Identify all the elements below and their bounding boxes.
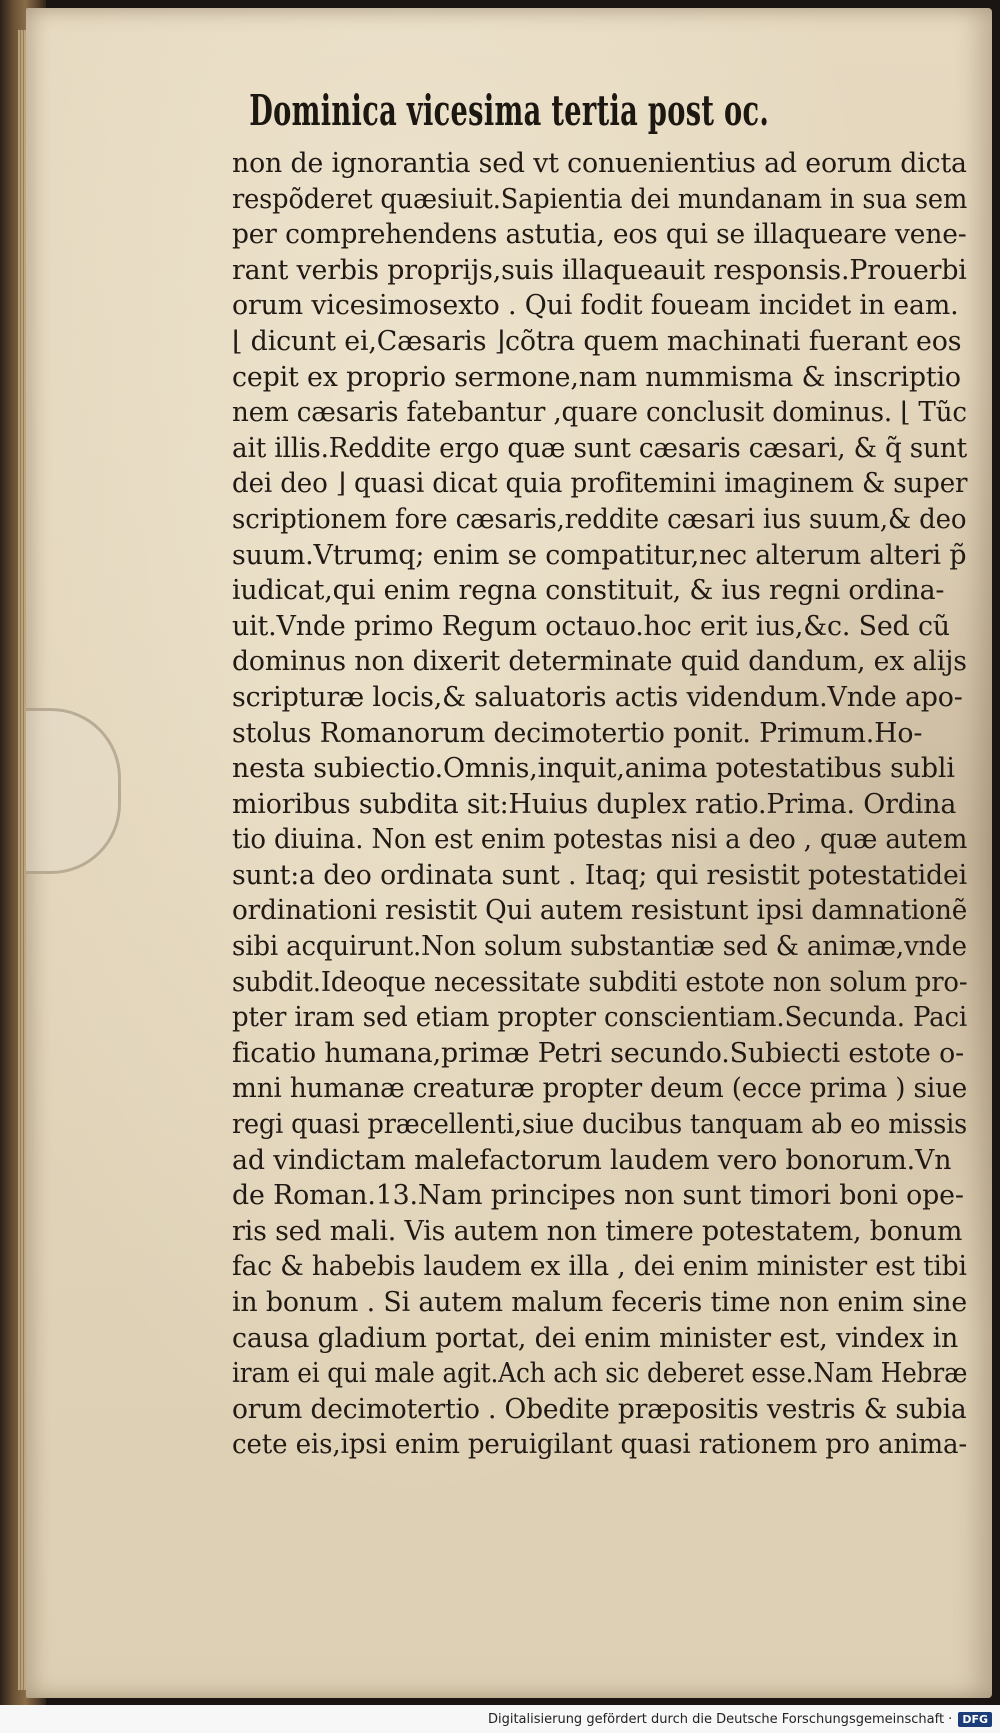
text-line: tio diuina. Non est enim potestas nisi a deo , quæ autem [232,824,968,856]
text-line: nem cæsaris fatebantur ,quare conclusit dominus. ⌊ Tũc [232,397,967,429]
text-block [232,146,972,1463]
text-line: causa gladium portat, dei enim minister est, vindex in [232,1322,959,1354]
text-line: iram ei qui male agit.Ach ach sic deberet esse.Nam Hebræ [232,1358,968,1390]
text-line: cepit ex proprio sermone,nam nummisma & inscriptio [232,361,961,393]
text-line: mni humanæ creaturæ propter deum (ecce prima ) siue [232,1073,968,1105]
text-line: subdit.Ideoque necessitate subditi estote non solum pro- [232,966,968,998]
text-line: in bonum . Si autem malum feceris time non enim sine [232,1287,968,1318]
text-line: fac & habebis laudem ex illa , dei enim minister est tibi [232,1251,967,1283]
text-line: dei deo ⌋ quasi dicat quia profitemini imaginem & super [232,468,968,500]
text-line: stolus Romanorum decimotertio ponit. Primum.Ho- [232,717,923,749]
text-line: dominus non dixerit determinate quid dandum, ex alijs [232,646,967,678]
text-line: cete eis,ipsi enim peruigilant quasi rationem pro anima- [232,1429,968,1461]
text-line: uit.Vnde primo Regum octauo.hoc erit ius,&c. Sed cũ [232,610,950,642]
page-clip [26,708,121,874]
text-line: scripturæ locis,& saluatoris actis videndum.Vnde apo- [232,681,963,713]
text-line: regi quasi præcellenti,siue ducibus tanquam ab eo missis [232,1109,968,1141]
text-line: scriptionem fore cæsaris,reddite cæsari ius suum,& deo [232,503,967,535]
digitization-footer [0,1705,1000,1733]
text-line: pter iram sed etiam propter conscientiam.Secunda. Paci [232,1002,968,1034]
text-line: de Roman.13.Nam principes non sunt timori boni ope- [232,1180,964,1212]
text-line: mioribus subdita sit:Huius duplex ratio.Prima. Ordina [232,788,957,820]
text-line: respõderet quæsiuit.Sapientia dei mundanam in sua sem [232,183,968,215]
book-page [26,8,992,1698]
dfg-logo: DFG [958,1712,992,1727]
text-line: sibi acquirunt.Non solum substantiæ sed & animæ,vnde [232,931,967,963]
text-line: rant verbis proprijs,suis illaqueauit responsis.Prouerbi [232,254,967,286]
text-line: ordinationi resistit Qui autem resistunt ipsi damnationẽ [232,895,968,927]
text-line: per comprehendens astutia, eos qui se illaqueare vene- [232,219,967,251]
text-line: sunt:a deo ordinata sunt . Itaq; qui resistit potestatidei [232,859,967,891]
text-line: ⌊ dicunt ei,Cæsaris ⌋cõtra quem machinati fuerant eos [232,325,962,357]
running-head: Dominica vicesima tertia post oc. [249,86,769,135]
text-line: orum decimotertio . Obedite præpositis vestris & subia [232,1393,967,1425]
text-line: nesta subiectio.Omnis,inquit,anima potestatibus subli [232,753,955,785]
text-line: suum.Vtrumq; enim se compatitur,nec alterum alteri p̃ [232,539,967,571]
text-line: non de ignorantia sed vt conuenientius ad eorum dicta [232,148,967,179]
text-line: ad vindictam malefactorum laudem vero bonorum.Vn [232,1144,952,1176]
text-line: ris sed mali. Vis autem non timere potestatem, bonum [232,1215,963,1247]
text-line: ficatio humana,primæ Petri secundo.Subiecti estote o- [232,1037,964,1069]
text-line: iudicat,qui enim regna constituit, & ius regni ordina- [232,575,945,607]
text-line: ait illis.Reddite ergo quæ sunt cæsaris cæsari, & q̃ sunt [232,432,967,464]
footer-credit: Digitalisierung gefördert durch die Deutsche Forschungsgemeinschaft · [487,1711,953,1727]
text-line: orum vicesimosexto . Qui fodit foueam incidet in eam. [232,290,959,322]
